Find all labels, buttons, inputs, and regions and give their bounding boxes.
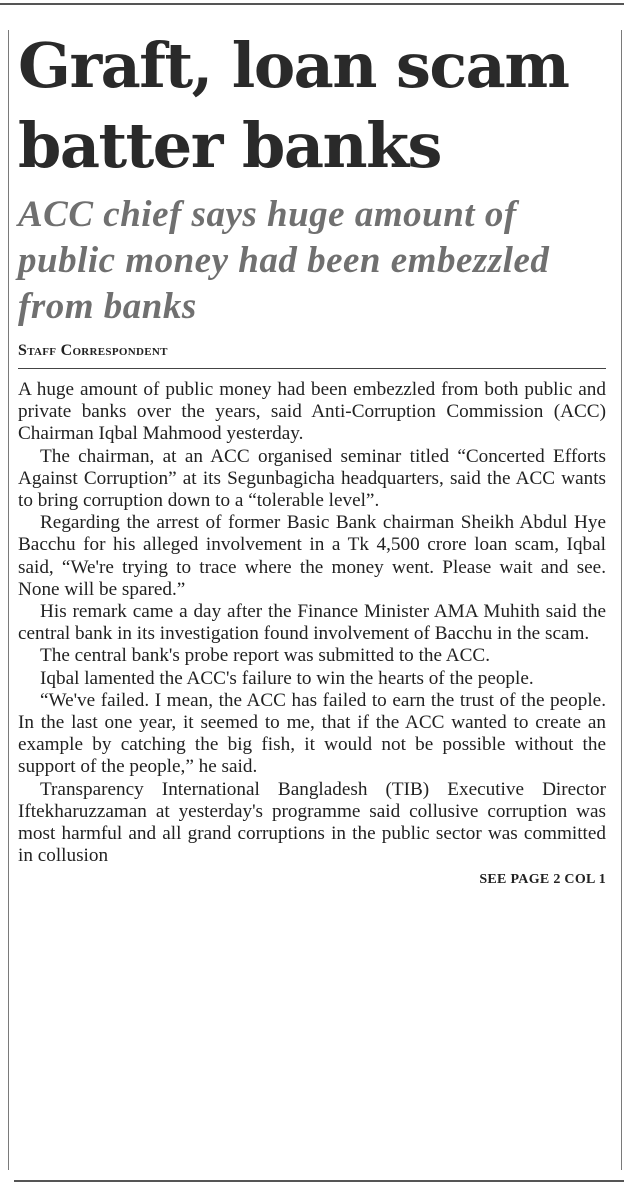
headline: Graft, loan scam batter banks (18, 29, 569, 182)
body-paragraph: Transparency International Bangladesh (TIB) Executive Director Iftekharuzzaman at yesterday's programme said collusive corruption was most harmful and all grand corruptions in the public sector was committed in collusion (18, 778, 606, 867)
subheadline: ACC chief says huge amount of public money had been embezzled from banks (18, 194, 550, 327)
body-paragraph: Regarding the arrest of former Basic Bank chairman Sheikh Abdul Hye Bacchu for his alleged involvement in a Tk 4,500 crore loan scam, Iqbal said, “We're trying to trace where the money went. Please wait and see. None will be spared.” (18, 512, 606, 600)
news-article (18, 26, 606, 888)
continuation-jump[interactable]: SEE PAGE 2 COL 1 (479, 872, 606, 888)
top-rule (0, 3, 624, 5)
body-paragraph: His remark came a day after the Finance Minister AMA Muhith said the central bank in its investigation found involvement of Bacchu in the scam. (18, 601, 606, 645)
body-paragraph: The chairman, at an ACC organised seminar titled “Concerted Efforts Against Corruption” at its Segunbagicha headquarters, said the ACC wants to bring corruption down to a “tolerable level”. (18, 445, 606, 512)
byline-divider (18, 368, 606, 369)
body-paragraph: “We've failed. I mean, the ACC has failed to earn the trust of the people. In the last one year, it seemed to me, that if the ACC wanted to create an example by catching the big fish, it would not be possible without the support of the people,” he said. (18, 689, 606, 778)
body-paragraph: A huge amount of public money had been embezzled from both public and private banks over the years, said Anti-Corruption Commission (ACC) Chairman Iqbal Mahmood yesterday. (18, 379, 606, 445)
bottom-rule (14, 1180, 624, 1182)
body-paragraph: Iqbal lamented the ACC's failure to win the hearts of the people. (40, 667, 534, 689)
article-body (18, 379, 606, 867)
byline: Staff Correspondent (18, 342, 168, 359)
body-paragraph: The central bank's probe report was submitted to the ACC. (40, 645, 490, 667)
right-column-rule (621, 30, 622, 1170)
left-column-rule (8, 30, 9, 1170)
